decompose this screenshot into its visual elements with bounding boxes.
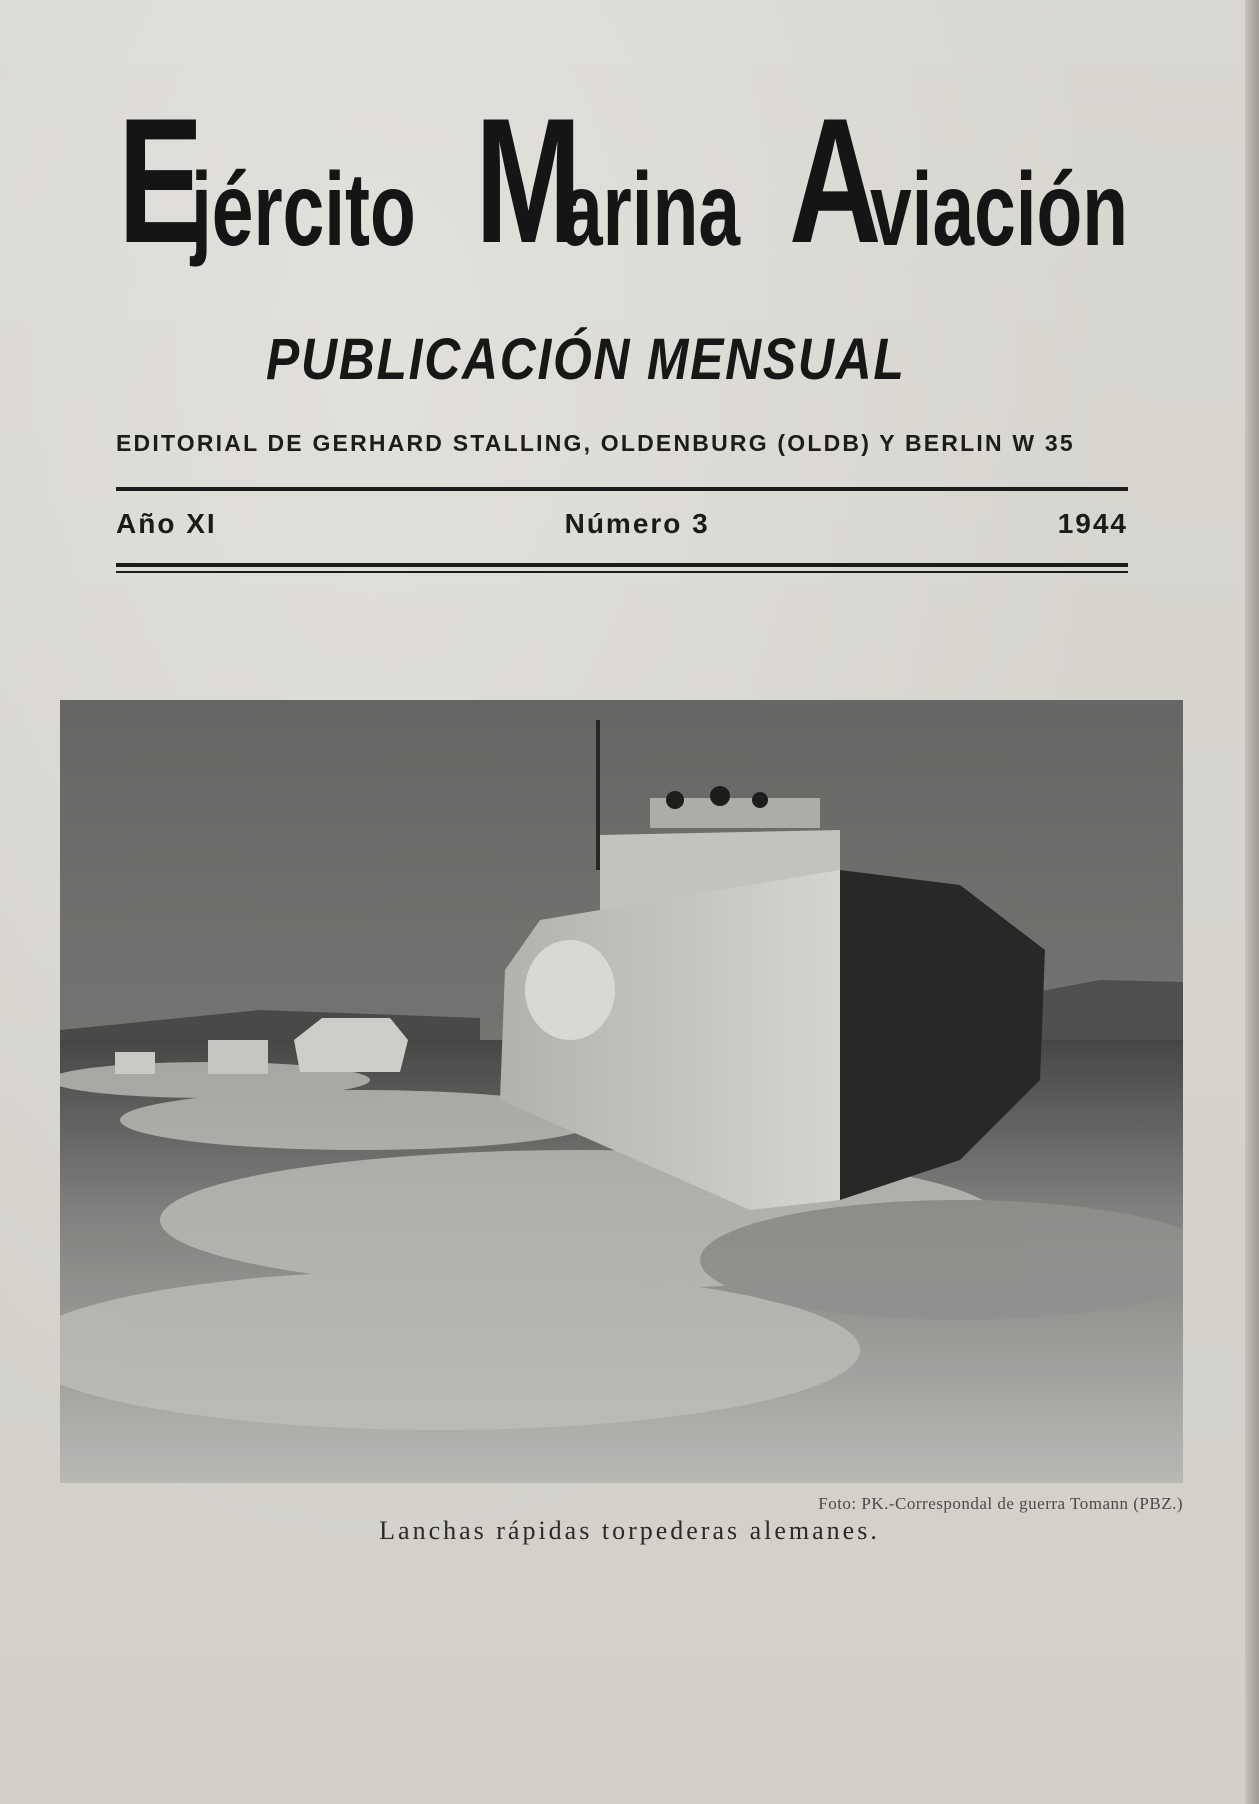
photo-illustration [60, 700, 1183, 1483]
issue-number-label: Número 3 [564, 508, 710, 539]
photo-credit: Foto: PK.-Correspondal de guerra Tomann (PBZ.) [818, 1494, 1183, 1513]
subtitle: PUBLICACIÓN MENSUAL [266, 327, 906, 392]
masthead-word-aviacion [789, 81, 1128, 280]
masthead-cap-m: M [474, 81, 582, 280]
publisher-line: EDITORIAL DE GERHARD STALLING, OLDENBURG (OLDB) Y BERLIN W 35 [116, 430, 1075, 456]
issue-year-label: Año XI [116, 508, 217, 539]
masthead-cap-e: E [118, 81, 204, 280]
masthead-rest-ejercito: jército [190, 151, 416, 268]
divider-top [116, 487, 1128, 491]
masthead-rest-aviacion: viación [869, 151, 1128, 268]
issue-year: 1944 [1057, 508, 1128, 539]
divider-bottom [116, 563, 1128, 567]
divider-bottom-thin [116, 571, 1128, 573]
photo-tint [60, 700, 1183, 1483]
masthead-cap-a: A [789, 81, 882, 280]
masthead-title [118, 81, 1128, 280]
masthead-word-marina [474, 81, 748, 280]
masthead-word-ejercito [118, 81, 433, 280]
cover-photo-torpedo-boats [60, 700, 1183, 1483]
masthead-rest-marina: arina [560, 151, 740, 268]
issue-info-row [116, 508, 1128, 540]
photo-caption: Lanchas rápidas torpederas alemanes. [379, 1516, 880, 1545]
